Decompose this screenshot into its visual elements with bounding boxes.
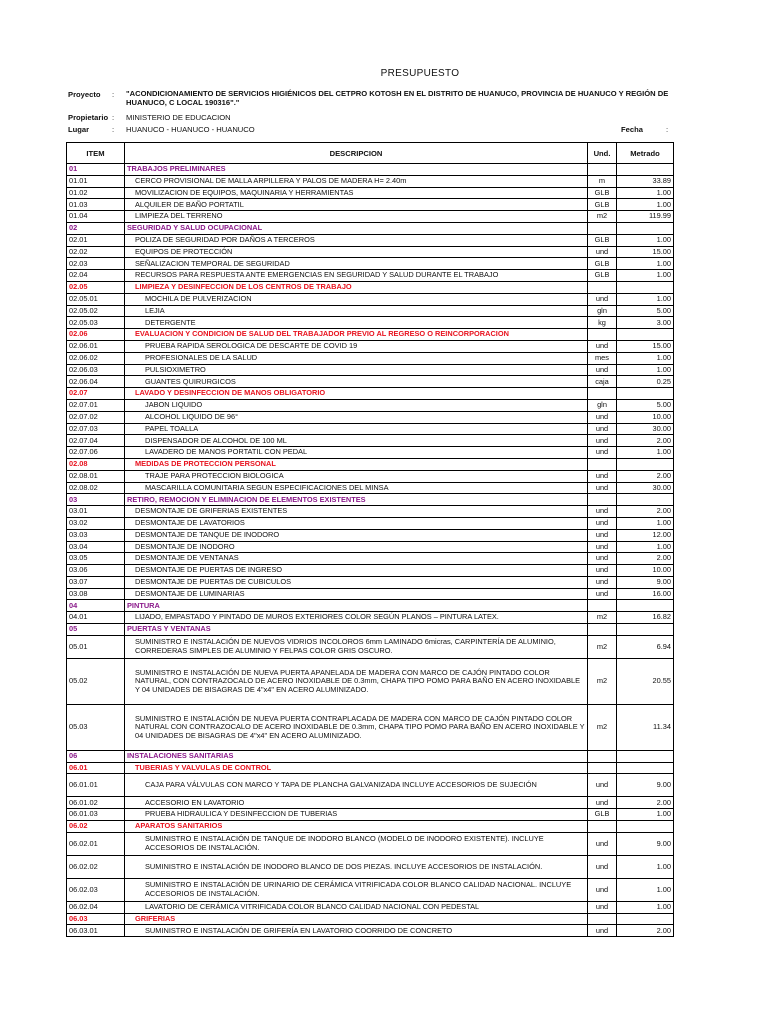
table-row	[67, 774, 674, 797]
table-row	[67, 340, 674, 352]
unit-cell: gln	[588, 305, 617, 317]
description-cell: PAPEL TOALLA	[125, 423, 588, 435]
table-row	[67, 541, 674, 553]
metrado-cell	[617, 624, 674, 636]
item-cell: 03.01	[67, 506, 125, 518]
description-cell: ALCOHOL LIQUIDO DE 96°	[125, 411, 588, 423]
unit-cell: und	[588, 423, 617, 435]
unit-cell: und	[588, 588, 617, 600]
proyecto-colon: :	[112, 90, 115, 99]
description-cell: LIJADO, EMPASTADO Y PINTADO DE MUROS EXTERIORES COLOR SEGÚN PLANOS – PINTURA LATEX.	[125, 612, 588, 624]
metrado-cell: 30.00	[617, 482, 674, 494]
item-cell: 03.02	[67, 517, 125, 529]
unit-cell: m2	[588, 658, 617, 704]
metrado-cell	[617, 329, 674, 341]
unit-cell: m2	[588, 704, 617, 750]
item-cell: 06.02	[67, 821, 125, 833]
table-row	[67, 832, 674, 855]
metrado-cell: 5.00	[617, 305, 674, 317]
table-row	[67, 658, 674, 704]
description-cell: POLIZA DE SEGURIDAD POR DAÑOS A TERCEROS	[125, 234, 588, 246]
description-cell: APARATOS SANITARIOS	[125, 821, 588, 833]
header-metrado: Metrado	[617, 143, 674, 164]
unit-cell: GLB	[588, 187, 617, 199]
item-cell: 02.05.02	[67, 305, 125, 317]
item-cell: 06.02.02	[67, 855, 125, 878]
metrado-cell	[617, 913, 674, 925]
item-cell: 06.01	[67, 762, 125, 774]
description-cell: TRABAJOS PRELIMINARES	[125, 164, 588, 176]
description-cell: RETIRO, REMOCION Y ELIMINACION DE ELEMENTOS EXISTENTES	[125, 494, 588, 506]
metrado-cell	[617, 494, 674, 506]
item-cell: 03.08	[67, 588, 125, 600]
proyecto-label: Proyecto	[68, 90, 101, 99]
propietario-value: MINISTERIO DE EDUCACION	[126, 113, 231, 122]
metrado-cell: 9.00	[617, 832, 674, 855]
table-row	[67, 809, 674, 821]
item-cell: 02.07.02	[67, 411, 125, 423]
table-row	[67, 376, 674, 388]
metrado-cell: 11.34	[617, 704, 674, 750]
unit-cell	[588, 222, 617, 234]
item-cell: 02.07.04	[67, 435, 125, 447]
table-row	[67, 553, 674, 565]
item-cell: 02.06	[67, 329, 125, 341]
item-cell: 03.04	[67, 541, 125, 553]
description-cell: SUMINISTRO E INSTALACIÓN DE GRIFERÍA EN LAVATORIO COORRIDO DE CONCRETO	[125, 925, 588, 937]
description-cell: ACCESORIO EN LAVATORIO	[125, 797, 588, 809]
unit-cell	[588, 821, 617, 833]
metrado-cell: 3.00	[617, 317, 674, 329]
description-cell: LAVADO Y DESINFECCION DE MANOS OBLIGATORIO	[125, 388, 588, 400]
table-row	[67, 399, 674, 411]
metrado-cell: 1.00	[617, 809, 674, 821]
metrado-cell: 33.89	[617, 175, 674, 187]
unit-cell	[588, 458, 617, 470]
item-cell: 06	[67, 750, 125, 762]
unit-cell	[588, 750, 617, 762]
metrado-cell	[617, 600, 674, 612]
description-cell: CAJA PARA VÁLVULAS CON MARCO Y TAPA DE PLANCHA GALVANIZADA INCLUYE ACCESORIOS DE SUJECIÓN	[125, 774, 588, 797]
metrado-cell: 1.00	[617, 187, 674, 199]
unit-cell: mes	[588, 352, 617, 364]
table-row	[67, 506, 674, 518]
description-cell: PRUEBA HIDRAULICA Y DESINFECCION DE TUBERIAS	[125, 809, 588, 821]
description-cell: MOCHILA DE PULVERIZACION	[125, 293, 588, 305]
table-row	[67, 270, 674, 282]
unit-cell: und	[588, 435, 617, 447]
table-row	[67, 797, 674, 809]
item-cell: 06.02.03	[67, 878, 125, 901]
header-item: ITEM	[67, 143, 125, 164]
item-cell: 02.07.06	[67, 447, 125, 459]
metrado-cell: 12.00	[617, 529, 674, 541]
unit-cell	[588, 281, 617, 293]
description-cell: LIMPIEZA DEL TERRENO	[125, 211, 588, 223]
metrado-cell: 1.00	[617, 270, 674, 282]
description-cell: DISPENSADOR DE ALCOHOL DE 100 ML	[125, 435, 588, 447]
item-cell: 02.06.03	[67, 364, 125, 376]
item-cell: 03.05	[67, 553, 125, 565]
description-cell: PULSIOXIMETRO	[125, 364, 588, 376]
metrado-cell: 1.00	[617, 293, 674, 305]
unit-cell	[588, 329, 617, 341]
item-cell: 03.06	[67, 565, 125, 577]
description-cell: PINTURA	[125, 600, 588, 612]
table-row	[67, 762, 674, 774]
item-cell: 06.01.01	[67, 774, 125, 797]
table-row	[67, 246, 674, 258]
metrado-cell: 1.00	[617, 364, 674, 376]
unit-cell: und	[588, 517, 617, 529]
description-cell: SEÑALIZACION TEMPORAL DE SEGURIDAD	[125, 258, 588, 270]
description-cell: CERCO PROVISIONAL DE MALLA ARPILLERA Y PALOS DE MADERA H= 2.40m	[125, 175, 588, 187]
table-row	[67, 925, 674, 937]
item-cell: 01.03	[67, 199, 125, 211]
table-row	[67, 199, 674, 211]
metrado-cell: 1.00	[617, 901, 674, 913]
metrado-cell: 15.00	[617, 246, 674, 258]
table-row	[67, 494, 674, 506]
unit-cell	[588, 624, 617, 636]
table-row	[67, 447, 674, 459]
description-cell: MEDIDAS DE PROTECCION PERSONAL	[125, 458, 588, 470]
item-cell: 02.05	[67, 281, 125, 293]
item-cell: 06.02.01	[67, 832, 125, 855]
description-cell: DESMONTAJE DE PUERTAS DE CUBICULOS	[125, 576, 588, 588]
metrado-cell: 2.00	[617, 553, 674, 565]
table-header-row	[67, 143, 674, 164]
unit-cell: kg	[588, 317, 617, 329]
unit-cell: und	[588, 878, 617, 901]
metrado-cell: 1.00	[617, 878, 674, 901]
table-row	[67, 855, 674, 878]
unit-cell	[588, 600, 617, 612]
metrado-cell: 2.00	[617, 506, 674, 518]
item-cell: 02.06.02	[67, 352, 125, 364]
description-cell: EQUIPOS DE PROTECCIÓN	[125, 246, 588, 258]
description-cell: DESMONTAJE DE INODORO	[125, 541, 588, 553]
unit-cell: und	[588, 364, 617, 376]
metrado-cell	[617, 458, 674, 470]
description-cell: LAVATORIO DE CERÁMICA VITRIFICADA COLOR BLANCO CALIDAD NACIONAL CON PEDESTAL	[125, 901, 588, 913]
metrado-cell: 119.99	[617, 211, 674, 223]
description-cell: SUMINISTRO E INSTALACIÓN DE NUEVOS VIDRIOS INCOLOROS 6mm LAMINADO 6micras, CARPINTERÍA DE ALUMINIO, CORREDERAS SIMPLES DE ALUMINIO Y FELPAS COLOR GRIS OSCURO.	[125, 635, 588, 658]
unit-cell: und	[588, 901, 617, 913]
table-row	[67, 529, 674, 541]
table-row	[67, 470, 674, 482]
table-row	[67, 612, 674, 624]
table-row	[67, 750, 674, 762]
description-cell: PRUEBA RAPIDA SEROLOGICA DE DESCARTE DE COVID 19	[125, 340, 588, 352]
table-row	[67, 187, 674, 199]
description-cell: INSTALACIONES SANITARIAS	[125, 750, 588, 762]
item-cell: 02.08.02	[67, 482, 125, 494]
budget-table	[66, 142, 674, 937]
description-cell: DESMONTAJE DE LUMINARIAS	[125, 588, 588, 600]
item-cell: 02.07.01	[67, 399, 125, 411]
propietario-colon: :	[112, 113, 115, 122]
item-cell: 02.06.04	[67, 376, 125, 388]
unit-cell: und	[588, 797, 617, 809]
unit-cell: caja	[588, 376, 617, 388]
metrado-cell: 2.00	[617, 435, 674, 447]
metrado-cell: 1.00	[617, 352, 674, 364]
description-cell: JABON LIQUIDO	[125, 399, 588, 411]
unit-cell: gln	[588, 399, 617, 411]
metrado-cell: 1.00	[617, 234, 674, 246]
table-row	[67, 517, 674, 529]
description-cell: SEGURIDAD Y SALUD OCUPACIONAL	[125, 222, 588, 234]
unit-cell	[588, 913, 617, 925]
item-cell: 02.07	[67, 388, 125, 400]
description-cell: LAVADERO DE MANOS PORTATIL CON PEDAL	[125, 447, 588, 459]
description-cell: GUANTES QUIRURGICOS	[125, 376, 588, 388]
unit-cell: und	[588, 482, 617, 494]
description-cell: DESMONTAJE DE GRIFERIAS EXISTENTES	[125, 506, 588, 518]
description-cell: PUERTAS Y VENTANAS	[125, 624, 588, 636]
description-cell: MOVILIZACION DE EQUIPOS, MAQUINARIA Y HERRAMIENTAS	[125, 187, 588, 199]
table-row	[67, 821, 674, 833]
description-cell: SUMINISTRO E INSTALACIÓN DE NUEVA PUERTA APANELADA DE MADERA CON MARCO DE CAJÓN PINTADO COLOR NATURAL, CON CONTRAZOCALO DE ACERO INOXIDABLE DE 0.3mm, CHAPA TIPO POMO PARA BAÑO EN ACERO INOXIDABLE Y 04 UNIDADES DE BISAGRAS DE 4"x4" EN ACERO ALUMINIZADO.	[125, 658, 588, 704]
item-cell: 05.03	[67, 704, 125, 750]
item-cell: 03	[67, 494, 125, 506]
table-row	[67, 576, 674, 588]
metrado-cell	[617, 164, 674, 176]
description-cell: DESMONTAJE DE PUERTAS DE INGRESO	[125, 565, 588, 577]
metrado-cell	[617, 222, 674, 234]
description-cell: SUMINISTRO E INSTALACIÓN DE URINARIO DE CERÁMICA VITRIFICADA COLOR BLANCO CALIDAD NACIONAL. INCLUYE ACCESORIOS DE INSTALACIÓN.	[125, 878, 588, 901]
unit-cell	[588, 388, 617, 400]
lugar-colon: :	[112, 125, 115, 134]
item-cell: 06.03.01	[67, 925, 125, 937]
metrado-cell: 2.00	[617, 470, 674, 482]
table-row	[67, 482, 674, 494]
item-cell: 04.01	[67, 612, 125, 624]
description-cell: SUMINISTRO E INSTALACIÓN DE NUEVA PUERTA CONTRAPLACADA DE MADERA CON MARCO DE CAJÓN PINTADO COLOR NATURAL CON CONTRAZOCALO DE ACERO INOXIDABLE DE 0.3mm, CHAPA TIPO POMO PARA BAÑO EN ACERO INOXIDABLE Y 04 UNIDADES DE BISAGRAS DE 4"x4" EN ACERO ALUMINIZADO.	[125, 704, 588, 750]
header-und: Und.	[588, 143, 617, 164]
description-cell: LEJIA	[125, 305, 588, 317]
unit-cell: und	[588, 576, 617, 588]
description-cell: MASCARILLA COMUNITARIA SEGUN ESPECIFICACIONES DEL MINSA	[125, 482, 588, 494]
item-cell: 02.03	[67, 258, 125, 270]
item-cell: 02.02	[67, 246, 125, 258]
description-cell: SUMINISTRO E INSTALACIÓN DE TANQUE DE INODORO BLANCO (MODELO DE INODORO EXISTENTE). INCLUYE ACCESORIOS DE INSTALACIÓN.	[125, 832, 588, 855]
item-cell: 01.04	[67, 211, 125, 223]
description-cell: DETERGENTE	[125, 317, 588, 329]
item-cell: 01.01	[67, 175, 125, 187]
unit-cell: und	[588, 447, 617, 459]
table-row	[67, 329, 674, 341]
item-cell: 02.07.03	[67, 423, 125, 435]
item-cell: 02.05.03	[67, 317, 125, 329]
table-row	[67, 635, 674, 658]
metrado-cell: 30.00	[617, 423, 674, 435]
unit-cell: und	[588, 293, 617, 305]
metrado-cell: 5.00	[617, 399, 674, 411]
table-row	[67, 588, 674, 600]
description-cell: DESMONTAJE DE VENTANAS	[125, 553, 588, 565]
table-row	[67, 878, 674, 901]
metrado-cell: 6.94	[617, 635, 674, 658]
unit-cell: GLB	[588, 258, 617, 270]
unit-cell	[588, 494, 617, 506]
unit-cell: m2	[588, 635, 617, 658]
lugar-label: Lugar	[68, 125, 90, 134]
unit-cell: GLB	[588, 199, 617, 211]
table-row	[67, 175, 674, 187]
table-row	[67, 258, 674, 270]
unit-cell: und	[588, 774, 617, 797]
unit-cell: m2	[588, 211, 617, 223]
item-cell: 05.01	[67, 635, 125, 658]
unit-cell: und	[588, 855, 617, 878]
metrado-cell: 1.00	[617, 199, 674, 211]
table-row	[67, 234, 674, 246]
unit-cell: und	[588, 553, 617, 565]
fecha-colon: :	[666, 125, 669, 134]
description-cell: RECURSOS PARA RESPUESTA ANTE EMERGENCIAS EN SEGURIDAD Y SALUD DURANTE EL TRABAJO	[125, 270, 588, 282]
item-cell: 02.08	[67, 458, 125, 470]
unit-cell: und	[588, 565, 617, 577]
metrado-cell	[617, 821, 674, 833]
item-cell: 04	[67, 600, 125, 612]
header-descripcion: DESCRIPCION	[125, 143, 588, 164]
description-cell: SUMINISTRO E INSTALACIÓN DE INODORO BLANCO DE DOS PIEZAS. INCLUYE ACCESORIOS DE INSTALACIÓN.	[125, 855, 588, 878]
metrado-cell: 1.00	[617, 517, 674, 529]
description-cell: LIMPIEZA Y DESINFECCION DE LOS CENTROS DE TRABAJO	[125, 281, 588, 293]
metrado-cell: 1.00	[617, 855, 674, 878]
unit-cell: und	[588, 541, 617, 553]
item-cell: 03.07	[67, 576, 125, 588]
item-cell: 03.03	[67, 529, 125, 541]
table-row	[67, 352, 674, 364]
table-row	[67, 458, 674, 470]
item-cell: 06.02.04	[67, 901, 125, 913]
table-row	[67, 901, 674, 913]
metrado-cell	[617, 281, 674, 293]
unit-cell: und	[588, 832, 617, 855]
table-row	[67, 565, 674, 577]
description-cell: ALQUILER DE BAÑO PORTATIL	[125, 199, 588, 211]
item-cell: 05.02	[67, 658, 125, 704]
description-cell: DESMONTAJE DE LAVATORIOS	[125, 517, 588, 529]
table-row	[67, 164, 674, 176]
metrado-cell: 0.25	[617, 376, 674, 388]
unit-cell: m2	[588, 612, 617, 624]
description-cell: TRAJE PARA PROTECCION BIOLOGICA	[125, 470, 588, 482]
metrado-cell: 10.00	[617, 565, 674, 577]
fecha-label: Fecha	[621, 125, 643, 134]
unit-cell: m	[588, 175, 617, 187]
table-row	[67, 305, 674, 317]
metrado-cell: 16.82	[617, 612, 674, 624]
description-cell: EVALUACION Y CONDICION DE SALUD DEL TRABAJADOR PREVIO AL REGRESO O REINCORPORACION	[125, 329, 588, 341]
item-cell: 02.06.01	[67, 340, 125, 352]
unit-cell	[588, 164, 617, 176]
table-row	[67, 281, 674, 293]
description-cell: GRIFERIAS	[125, 913, 588, 925]
metrado-cell: 9.00	[617, 774, 674, 797]
unit-cell: und	[588, 246, 617, 258]
table-row	[67, 411, 674, 423]
metrado-cell: 16.00	[617, 588, 674, 600]
table-row	[67, 293, 674, 305]
meta-block	[0, 90, 768, 140]
metrado-cell: 15.00	[617, 340, 674, 352]
unit-cell: und	[588, 411, 617, 423]
unit-cell: und	[588, 925, 617, 937]
item-cell: 01.02	[67, 187, 125, 199]
unit-cell: GLB	[588, 234, 617, 246]
description-cell: DESMONTAJE DE TANQUE DE INODORO	[125, 529, 588, 541]
item-cell: 05	[67, 624, 125, 636]
item-cell: 02.01	[67, 234, 125, 246]
unit-cell: GLB	[588, 809, 617, 821]
propietario-label: Propietario	[68, 113, 109, 122]
metrado-cell	[617, 762, 674, 774]
item-cell: 02	[67, 222, 125, 234]
item-cell: 06.01.02	[67, 797, 125, 809]
item-cell: 01	[67, 164, 125, 176]
unit-cell: und	[588, 506, 617, 518]
item-cell: 02.08.01	[67, 470, 125, 482]
table-row	[67, 913, 674, 925]
unit-cell: und	[588, 529, 617, 541]
metrado-cell: 10.00	[617, 411, 674, 423]
table-row	[67, 364, 674, 376]
description-cell: TUBERIAS Y VALVULAS DE CONTROL	[125, 762, 588, 774]
metrado-cell: 9.00	[617, 576, 674, 588]
description-cell: PROFESIONALES DE LA SALUD	[125, 352, 588, 364]
item-cell: 02.04	[67, 270, 125, 282]
unit-cell: und	[588, 470, 617, 482]
table-row	[67, 423, 674, 435]
metrado-cell: 1.00	[617, 447, 674, 459]
table-row	[67, 600, 674, 612]
unit-cell: und	[588, 340, 617, 352]
item-cell: 02.05.01	[67, 293, 125, 305]
item-cell: 06.01.03	[67, 809, 125, 821]
table-row	[67, 388, 674, 400]
page-title: PRESUPUESTO	[380, 68, 460, 79]
item-cell: 06.03	[67, 913, 125, 925]
table-row	[67, 211, 674, 223]
metrado-cell	[617, 388, 674, 400]
metrado-cell: 20.55	[617, 658, 674, 704]
table-row	[67, 317, 674, 329]
table-row	[67, 435, 674, 447]
table-row	[67, 704, 674, 750]
metrado-cell: 2.00	[617, 797, 674, 809]
metrado-cell: 1.00	[617, 258, 674, 270]
proyecto-value: "ACONDICIONAMIENTO DE SERVICIOS HIGIÉNICOS DEL CETPRO KOTOSH EN EL DISTRITO DE HUANUCO, PROVINCIA DE HUANUCO Y REGIÓN DE HUANUCO, C LOCAL 190316"."	[126, 89, 669, 107]
table-row	[67, 222, 674, 234]
metrado-cell	[617, 750, 674, 762]
metrado-cell: 2.00	[617, 925, 674, 937]
unit-cell	[588, 762, 617, 774]
unit-cell: GLB	[588, 270, 617, 282]
table-row	[67, 624, 674, 636]
lugar-value: HUANUCO - HUANUCO - HUANUCO	[126, 125, 255, 134]
metrado-cell: 1.00	[617, 541, 674, 553]
